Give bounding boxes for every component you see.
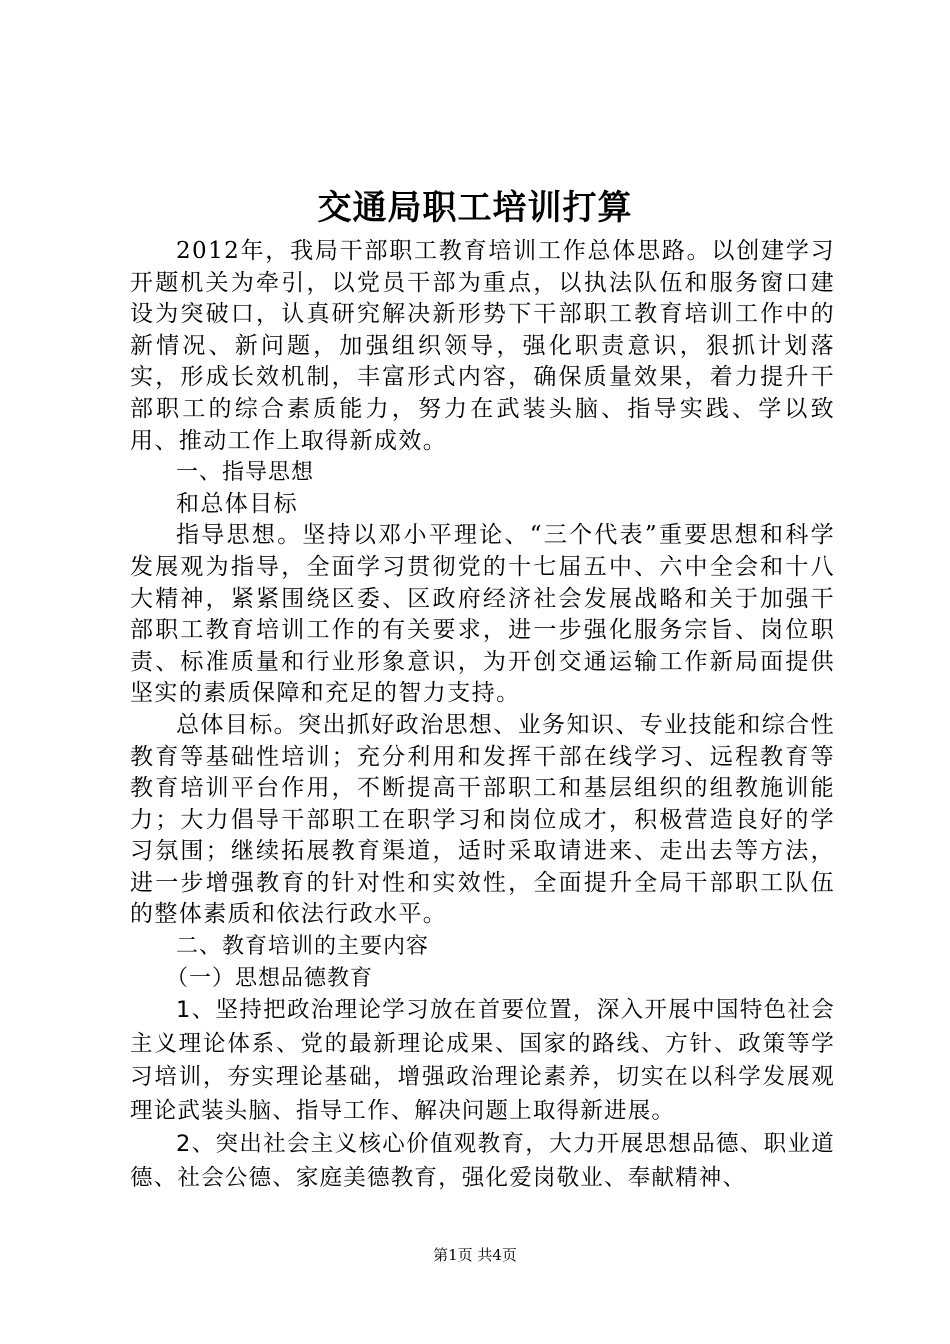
section-heading-guiding-continuation: 和总体目标 (176, 490, 298, 517)
section-heading-guiding: 一、指导思想 (176, 460, 315, 486)
overall-goal-paragraph: 总体目标。突出抓好政治思想、业务知识、专业技能和综合性教育等基础性培训；充分利用和发挥干部在线学习、远程教育等教育培训平台作用，不断提高干部职工和基层组织的组教施训能力；大力倡导干部职工在职学习和岗位成才，积极营造良好的学习氛围；继续拓展教育渠道，适时采取请进来、走出去等方法，进一步增强教育的针对性和实效性，全面提升全局干部职工队伍的整体素质和依法行政水平。 (130, 711, 835, 928)
section-heading-content: 二、教育培训的主要内容 (176, 934, 430, 960)
document-body (130, 236, 835, 1195)
page-footer: 第1页 共4页 (433, 1246, 517, 1264)
list-item-2: 2、突出社会主义核心价值观教育，大力开展思想品德、职业道德、社会公德、家庭美德教育，强化爱岗敬业、奉献精神、 (130, 1131, 835, 1191)
list-item-1: 1、坚持把政治理论学习放在首要位置，深入开展中国特色社会主义理论体系、党的最新理论成果、国家的路线、方针、政策等学习培训，夯实理论基础，增强政治理论素养，切实在以科学发展观理论武装头脑、指导工作、解决问题上取得新进展。 (130, 997, 835, 1124)
guiding-ideology-paragraph: 指导思想。坚持以邓小平理论、“三个代表”重要思想和科学发展观为指导，全面学习贯彻党的十七届五中、六中全会和十八大精神，紧紧围绕区委、区政府经济社会发展战略和关于加强干部职工教育培训工作的有关要求，进一步强化服务宗旨、岗位职责、标准质量和行业形象意识，为开创交通运输工作新局面提供坚实的素质保障和充足的智力支持。 (130, 522, 835, 707)
subsection-heading-moral-education: （一）思想品德教育 (166, 965, 374, 991)
intro-paragraph: 2012年，我局干部职工教育培训工作总体思路。以创建学习开题机关为牵引，以党员干部为重点，以执法队伍和服务窗口建设为突破口，认真研究解决新形势下干部职工教育培训工作中的新情况、新问题，加强组织领导，强化职责意识，狠抓计划落实，形成长效机制，丰富形式内容，确保质量效果，着力提升干部职工的综合素质能力，努力在武装头脑、指导实践、学以致用、推动工作上取得新成效。 (130, 238, 835, 454)
document-title: 交通局职工培训打算 (317, 188, 633, 228)
